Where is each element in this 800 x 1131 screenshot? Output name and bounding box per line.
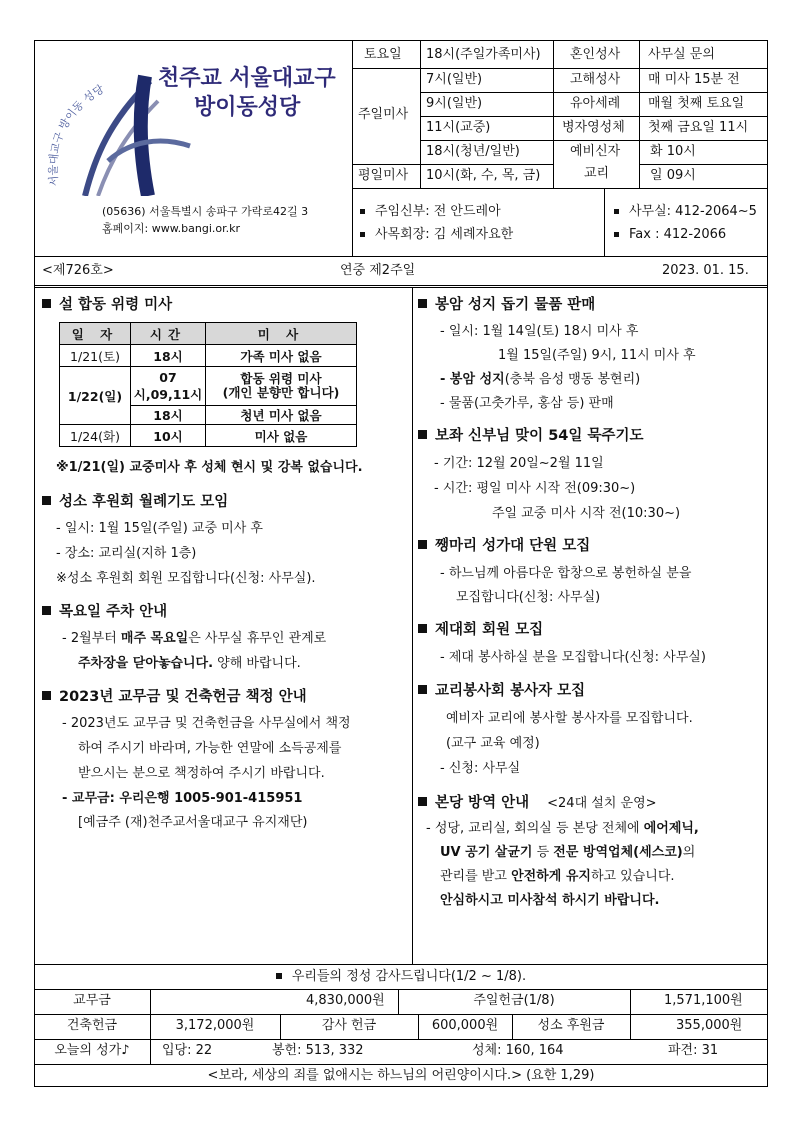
- issue-week: 연중 제2주일: [340, 263, 416, 278]
- thanks-offering-amount: 600,000원: [431, 1018, 499, 1033]
- hymn-communion: 성체: 160, 164: [472, 1043, 564, 1058]
- sun-label: 주일미사: [358, 107, 409, 122]
- week-value: 10시(화, 수, 목, 금): [426, 168, 541, 183]
- dues-holder: [예금주 (재)천주교서울대교구 유지재단): [78, 815, 308, 830]
- section-rosary: 보좌 신부님 맞이 54일 묵주기도: [418, 428, 643, 445]
- row2-date: 1/22(일): [60, 367, 131, 425]
- row4-date: 1/24(화): [60, 425, 131, 447]
- row2-time: 07시,09,11시: [131, 367, 206, 406]
- sat-value: 18시(주일가족미사): [426, 47, 541, 62]
- hymn-entrance: 입당: 22: [162, 1043, 213, 1058]
- section-vocation: 성소 후원회 월례기도 모임: [42, 494, 228, 511]
- rosary-line2: - 시간: 평일 미사 시작 전(09:30~): [434, 481, 636, 496]
- hymns-label: 오늘의 성가♪: [54, 1043, 130, 1058]
- sun-mass-4: 18시(청년/일반): [426, 144, 520, 159]
- hymn-recessional: 파견: 31: [668, 1043, 719, 1058]
- bongam-line4: - 물품(고춧가루, 홍삼 등) 판매: [440, 396, 614, 411]
- row1-date: 1/21(토): [60, 345, 131, 367]
- vocation-line3: ※성소 후원회 회원 모집합니다(신청: 사무실).: [56, 571, 316, 586]
- pastor: 주임신부: 전 안드레아: [360, 204, 501, 220]
- dues-line2: 하여 주시기 바라며, 가능한 연말에 소득공제를: [78, 741, 342, 756]
- sick-value: 첫째 금요일 11시: [648, 120, 749, 135]
- rosary-line3: 주일 교중 미사 시작 전(10:30~): [492, 506, 681, 521]
- col-date: 일 자: [60, 323, 131, 345]
- parking-line2: 주차장을 닫아놓습니다. 양해 바랍니다.: [78, 656, 301, 671]
- marriage-value: 사무실 문의: [648, 47, 715, 62]
- sat-label: 토요일: [364, 47, 402, 62]
- col-time: 시간: [131, 323, 206, 345]
- row1-time: 18시: [131, 345, 206, 367]
- council-president: 사목회장: 김 세례자요한: [360, 227, 513, 243]
- disinfection-line4: 안심하시고 미사참석 하시기 바랍니다.: [440, 893, 660, 908]
- marriage-label: 혼인성사: [570, 47, 621, 62]
- sunday-offering-label: 주일헌금(1/8): [473, 993, 555, 1008]
- row3-mass: 청년 미사 없음: [206, 406, 357, 425]
- building-amount: 3,172,000원: [175, 1018, 255, 1033]
- vocation-fund-label: 성소 후원금: [537, 1018, 605, 1033]
- dues-amount: 4,830,000원: [306, 993, 385, 1008]
- row2-mass1: 합동 위령 미사: [240, 370, 322, 386]
- catechism-value2: 일 09시: [650, 168, 696, 183]
- catechist-line2: (교구 교육 예정): [446, 736, 540, 751]
- catechism-label2: 교리: [584, 166, 610, 181]
- sick-label: 병자영성체: [562, 120, 625, 135]
- section-parking: 목요일 주차 안내: [42, 604, 167, 621]
- parking-line1: - 2월부터 매주 목요일은 사무실 휴무인 관계로: [62, 631, 327, 646]
- dues-line1: - 2023년도 교무금 및 건축헌금을 사무실에서 책정: [62, 716, 351, 731]
- hymn-offertory: 봉헌: 513, 332: [272, 1043, 364, 1058]
- homepage: 홈페이지: www.bangi.or.kr: [102, 222, 241, 235]
- row4-time: 10시: [131, 425, 206, 447]
- catechism-value1: 화 10시: [650, 144, 696, 159]
- memorial-note: ※1/21(일) 교중미사 후 성체 현시 및 강복 없습니다.: [56, 460, 363, 475]
- row4-mass: 미사 없음: [206, 425, 357, 447]
- vocation-line2: - 장소: 교리실(지하 1층): [56, 546, 197, 561]
- issue-number: <제726호>: [42, 263, 114, 278]
- parish-line2: 방이동성당: [194, 95, 301, 120]
- building-label: 건축헌금: [66, 1018, 118, 1033]
- issue-date: 2023. 01. 15.: [662, 263, 749, 278]
- parish-line1: 천주교 서울대교구: [158, 66, 336, 91]
- section-altar: 제대회 회원 모집: [418, 622, 543, 639]
- scripture-quote: <보라, 세상의 죄를 없애시는 하느님의 어린양이시다.> (요한 1,29): [207, 1068, 595, 1083]
- section-disinfection: 본당 방역 안내 <24대 설치 운영>: [418, 795, 657, 812]
- arc-text: 서울대교구 방이동 성당: [46, 82, 107, 187]
- sun-mass-2: 9시(일반): [426, 96, 483, 111]
- altar-line1: - 제대 봉사하실 분을 모집합니다(신청: 사무실): [440, 650, 706, 665]
- choir-line2: 모집합니다(신청: 사무실): [456, 590, 601, 605]
- row2-mass2: (개인 분향만 합니다): [222, 385, 340, 400]
- disinfection-line1: - 성당, 교리실, 회의실 등 본당 전체에 에어제닉,: [426, 821, 699, 836]
- catechism-label1: 예비신자: [570, 144, 621, 159]
- sunday-offering-amount: 1,571,100원: [664, 993, 743, 1008]
- week-label: 평일미사: [358, 168, 409, 183]
- memorial-mass-table: [59, 322, 357, 447]
- col-mass: 미 사: [206, 323, 357, 345]
- baptism-label: 유아세례: [570, 96, 621, 111]
- bulletin-frame: [34, 40, 768, 1087]
- section-bongam-sale: 봉암 성지 돕기 물품 판매: [418, 297, 595, 314]
- vocation-fund-amount: 355,000원: [676, 1018, 743, 1033]
- dues-line3: 받으시는 분으로 책정하여 주시기 바랍니다.: [78, 766, 325, 781]
- choir-line1: - 하느님께 아름다운 합창으로 봉헌하실 분을: [440, 566, 692, 581]
- section-choir: 쨍마리 성가대 단원 모집: [418, 538, 590, 555]
- thanks-title: 우리들의 정성 감사드립니다(1/2 ~ 1/8).: [34, 969, 768, 985]
- section-catechist: 교리봉사회 봉사자 모집: [418, 683, 585, 700]
- bongam-line3: - 봉암 성지(충북 음성 맹동 봉현리): [440, 372, 641, 387]
- thanks-offering-label: 감사 헌금: [321, 1018, 377, 1033]
- catechist-line1: 예비자 교리에 봉사할 봉사자를 모집합니다.: [446, 711, 693, 726]
- section-memorial-mass: 설 합동 위령 미사: [42, 297, 172, 314]
- section-dues: 2023년 교무금 및 건축헌금 책정 안내: [42, 689, 307, 706]
- address: (05636) 서울특별시 송파구 가락로42길 3: [102, 205, 309, 218]
- bongam-line2: 1월 15일(주일) 9시, 11시 미사 후: [498, 348, 696, 363]
- disinfection-line3: 관리를 받고 안전하게 유지하고 있습니다.: [440, 869, 675, 884]
- bongam-line1: - 일시: 1월 14일(토) 18시 미사 후: [440, 324, 639, 339]
- vocation-line1: - 일시: 1월 15일(주일) 교중 미사 후: [56, 521, 263, 536]
- fax: Fax : 412-2066: [614, 227, 726, 243]
- sun-mass-3: 11시(교중): [426, 120, 491, 135]
- svg-text:서울대교구 방이동 성당: [46, 81, 107, 187]
- confession-label: 고해성사: [570, 72, 621, 87]
- row1-mass: 가족 미사 없음: [206, 345, 357, 367]
- confession-value: 매 미사 15분 전: [648, 72, 740, 87]
- dues-account: - 교무금: 우리은행 1005-901-415951: [62, 791, 303, 806]
- row3-time: 18시: [131, 406, 206, 425]
- catechist-line3: - 신청: 사무실: [440, 761, 521, 776]
- office-phone: 사무실: 412-2064~5: [614, 204, 757, 220]
- disinfection-line2: UV 공기 살균기 등 전문 방역업체(세스코)의: [440, 845, 696, 860]
- sun-mass-1: 7시(일반): [426, 72, 483, 87]
- dues-label: 교무금: [73, 993, 111, 1008]
- rosary-line1: - 기간: 12월 20일~2월 11일: [434, 456, 604, 471]
- baptism-value: 매월 첫째 토요일: [648, 96, 745, 111]
